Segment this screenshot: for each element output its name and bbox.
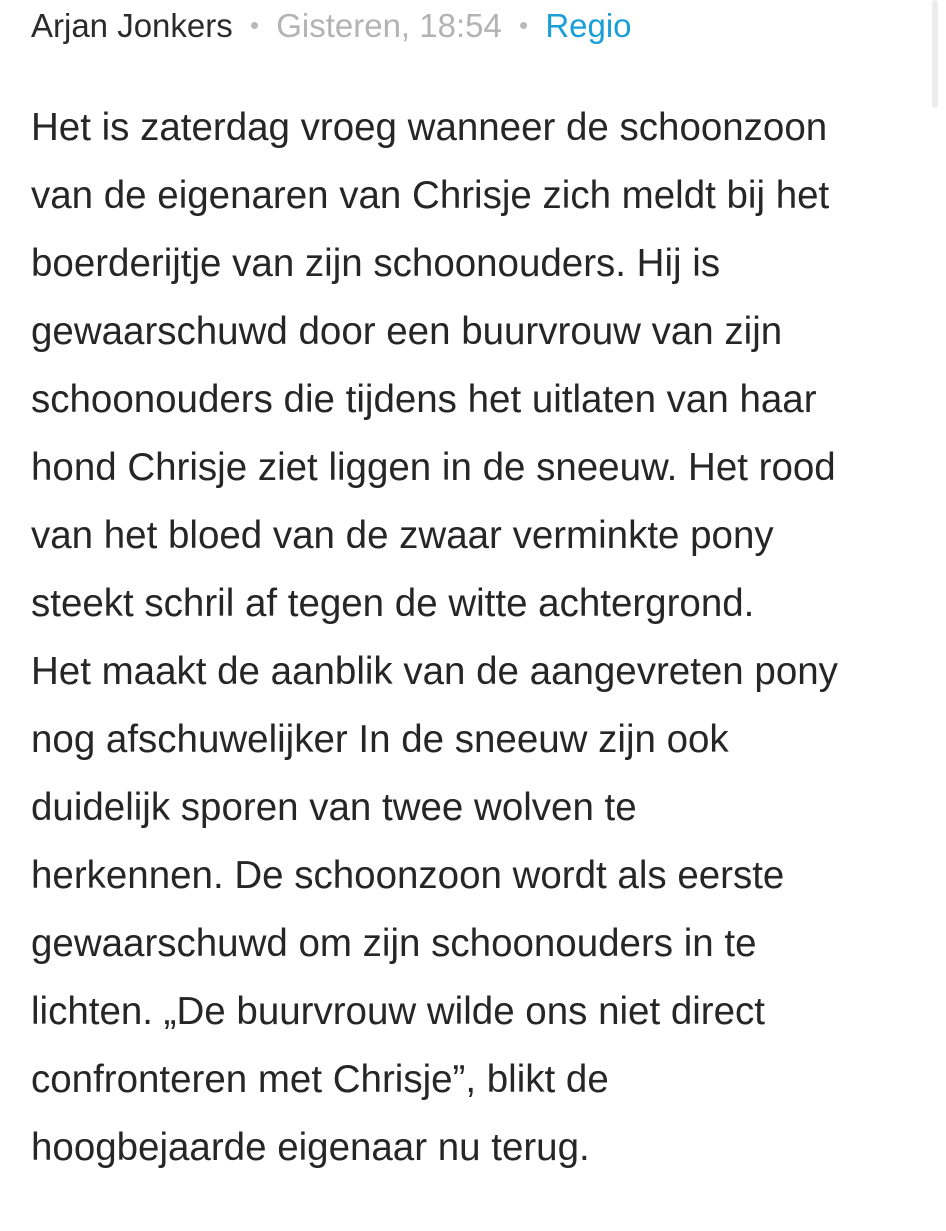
article-body — [31, 94, 921, 1182]
article-line: hoogbejaarde eigenaar nu terug. — [31, 1126, 590, 1169]
article-line: gewaarschuwd door een buurvrouw van zijn — [31, 310, 783, 353]
article-line: hond Chrisje ziet liggen in de sneeuw. Het rood — [31, 446, 836, 489]
article-meta — [31, 4, 632, 50]
article-line: steekt schril af tegen de witte achtergrond. — [31, 582, 755, 625]
article-line: nog afschuwelijker In de sneeuw zijn ook — [31, 718, 729, 761]
article-line: confronteren met Chrisje”, blikt de — [31, 1058, 609, 1101]
publish-date: Gisteren, 18:54 — [276, 7, 502, 44]
meta-separator: • — [249, 10, 260, 40]
article-line: van het bloed van de zwaar verminkte pony — [31, 514, 774, 557]
article-line: van de eigenaren van Chrisje zich meldt bij het — [31, 174, 830, 217]
category-link[interactable]: Regio — [545, 7, 632, 44]
article-line: duidelijk sporen van twee wolven te — [31, 786, 637, 829]
article-line: herkennen. De schoonzoon wordt als eerste — [31, 854, 785, 897]
article-line: gewaarschuwd om zijn schoonouders in te — [31, 922, 757, 965]
article-line: lichten. „De buurvrouw wilde ons niet direct — [31, 990, 765, 1033]
meta-separator: • — [519, 10, 529, 40]
article-line: Het maakt de aanblik van de aangevreten pony — [31, 650, 838, 693]
scrollbar[interactable] — [932, 0, 938, 108]
author-name[interactable]: Arjan Jonkers — [31, 7, 233, 44]
article-line: Het is zaterdag vroeg wanneer de schoonzoon — [31, 106, 828, 149]
article-line: boerderijtje van zijn schoonouders. Hij is — [31, 242, 721, 285]
article-line: schoonouders die tijdens het uitlaten van haar — [31, 378, 817, 421]
